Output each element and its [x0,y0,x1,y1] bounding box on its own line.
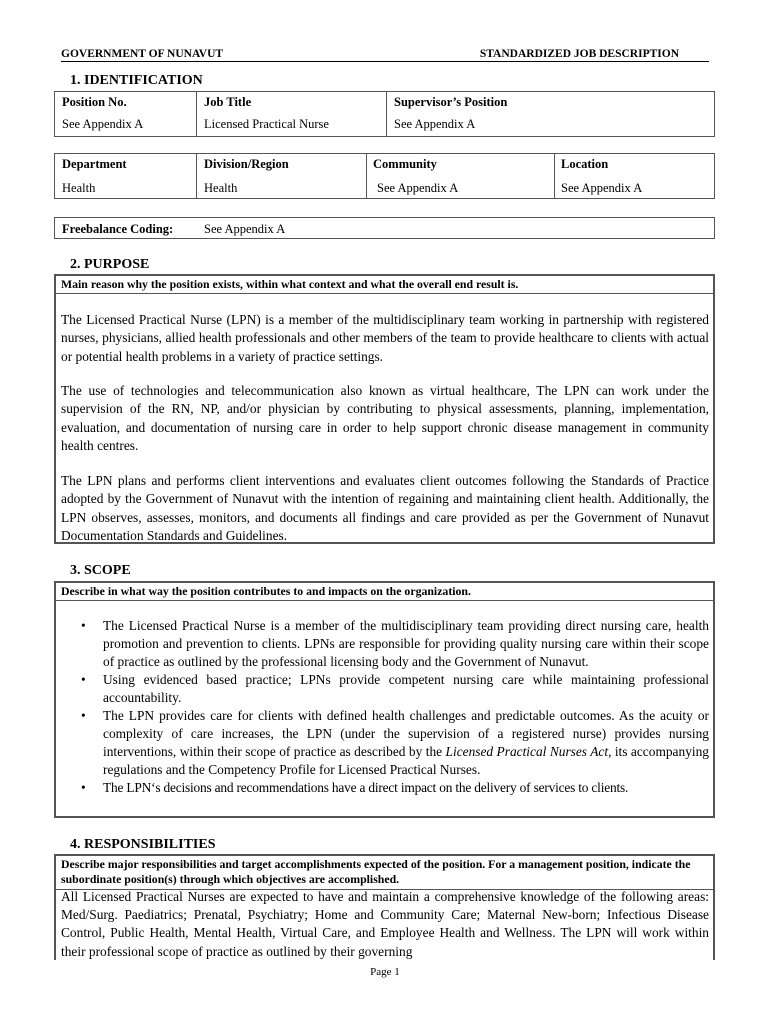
section-heading-identification: 1. IDENTIFICATION [70,73,203,88]
section-heading-scope: 3. SCOPE [70,563,131,578]
bullet-marker: • [81,780,86,795]
division-value: Health [204,181,238,195]
list-item [81,707,709,779]
header-document-type: STANDARDIZED JOB DESCRIPTION [479,48,679,60]
scope-bullet-2: Using evidenced based practice; LPNs provide competent nursing care while maintaining professional accountability. [103,672,709,705]
section-heading-responsibilities: 4. RESPONSIBILITIES [70,837,216,852]
position-no-value: See Appendix A [62,117,144,131]
scope-bullet-4: The LPN‘s decisions and recommendations have a direct impact on the delivery of services to clients. [103,780,629,795]
job-title-label: Job Title [204,95,252,109]
list-item [81,779,709,797]
scope-bullet-1: The Licensed Practical Nurse is a member of the multidisciplinary team providing direct nursing care, health promotion and prevention to clients. LPNs are responsible for providing quality nursing care within their scope of practice as outlined by the professional licensing body and the Government of Nunavut. [103,618,709,669]
community-value: See Appendix A [377,181,459,195]
freebalance-value: See Appendix A [204,222,286,236]
purpose-paragraph-1: The Licensed Practical Nurse (LPN) is a member of the multidisciplinary team working in partnership with registered nurses, physicians, allied health professionals and other members of the team to provide healthcare to clients with actual or potential health problems in a variety of practice settings. [61,312,709,364]
freebalance-coding-row [54,217,715,239]
supervisor-value: See Appendix A [394,117,476,131]
job-title-value: Licensed Practical Nurse [204,117,329,131]
responsibilities-subheading: Describe major responsibilities and target accomplishments expected of the position. For a management position, indicate the subordinate position(s) through which objectives are accomplished. [61,857,691,886]
division-label: Division/Region [204,157,289,171]
identification-table-row2 [54,153,715,199]
department-value: Health [62,181,96,195]
position-no-label: Position No. [62,95,127,109]
scope-bullet-list [81,617,709,797]
bullet-marker: • [81,708,86,723]
freebalance-label: Freebalance Coding: [62,222,174,236]
scope-bullet-3-start: The LPN provides care for clients with defined health challenges and predictable outcomes. As the acuity or complexity of care increases, the LPN (under the supervision of a registered nurse) provides nursing interventions, within their scope of practice as described by the [103,708,709,759]
department-label: Department [62,157,127,171]
scope-bullet-3-end: , its accompanying regulations and the Competency Profile for Licensed Practical Nurses. [103,744,709,777]
location-value: See Appendix A [561,181,643,195]
purpose-paragraph-3: The LPN plans and performs client interventions and evaluates client outcomes following the Standards of Practice adopted by the Government of Nunavut with the intention of regaining and maintaining client health. Additionally, the LPN observes, assesses, monitors, and documents all findings and care provided as per the Government of Nunavut Documentation Standards and Guidelines. [61,473,709,544]
scope-subheading: Describe in what way the position contributes to and impacts on the organization. [61,584,471,598]
purpose-paragraph-2: The use of technologies and telecommunication also known as virtual healthcare, The LPN can work under the supervision of the RN, NP, and/or physician by contributing to physical assessments, planning, implementation, evaluation, and documentation of nursing care in order to help support chronic disease management in community health centres. [61,383,709,454]
list-item [81,617,709,671]
document-header [61,47,709,62]
section-heading-purpose: 2. PURPOSE [70,257,150,272]
identification-table-row1 [54,91,715,137]
purpose-subheading: Main reason why the position exists, within what context and what the overall end result is. [61,277,519,291]
list-item [81,671,709,707]
bullet-marker: • [81,672,86,687]
responsibilities-paragraph: All Licensed Practical Nurses are expected to have and maintain a comprehensive knowledge of the following areas: Med/Surg. Paediatrics; Prenatal, Psychiatry; Home and Community Care; Maternal New-born; Infectious Disease Control, Public Health, Mental Health, Virtual Care, and Employee Health and Wellness. The LPN will work within their professional scope of practice as outlined by their governing [61,889,709,959]
bullet-marker: • [81,618,86,633]
supervisor-label: Supervisor’s Position [394,95,508,109]
page-number: Page 1 [370,966,400,978]
act-title-italic: Licensed Practical Nurses Act [445,744,609,759]
header-organization: GOVERNMENT OF NUNAVUT [61,48,224,60]
community-label: Community [373,157,437,171]
location-label: Location [561,157,609,171]
